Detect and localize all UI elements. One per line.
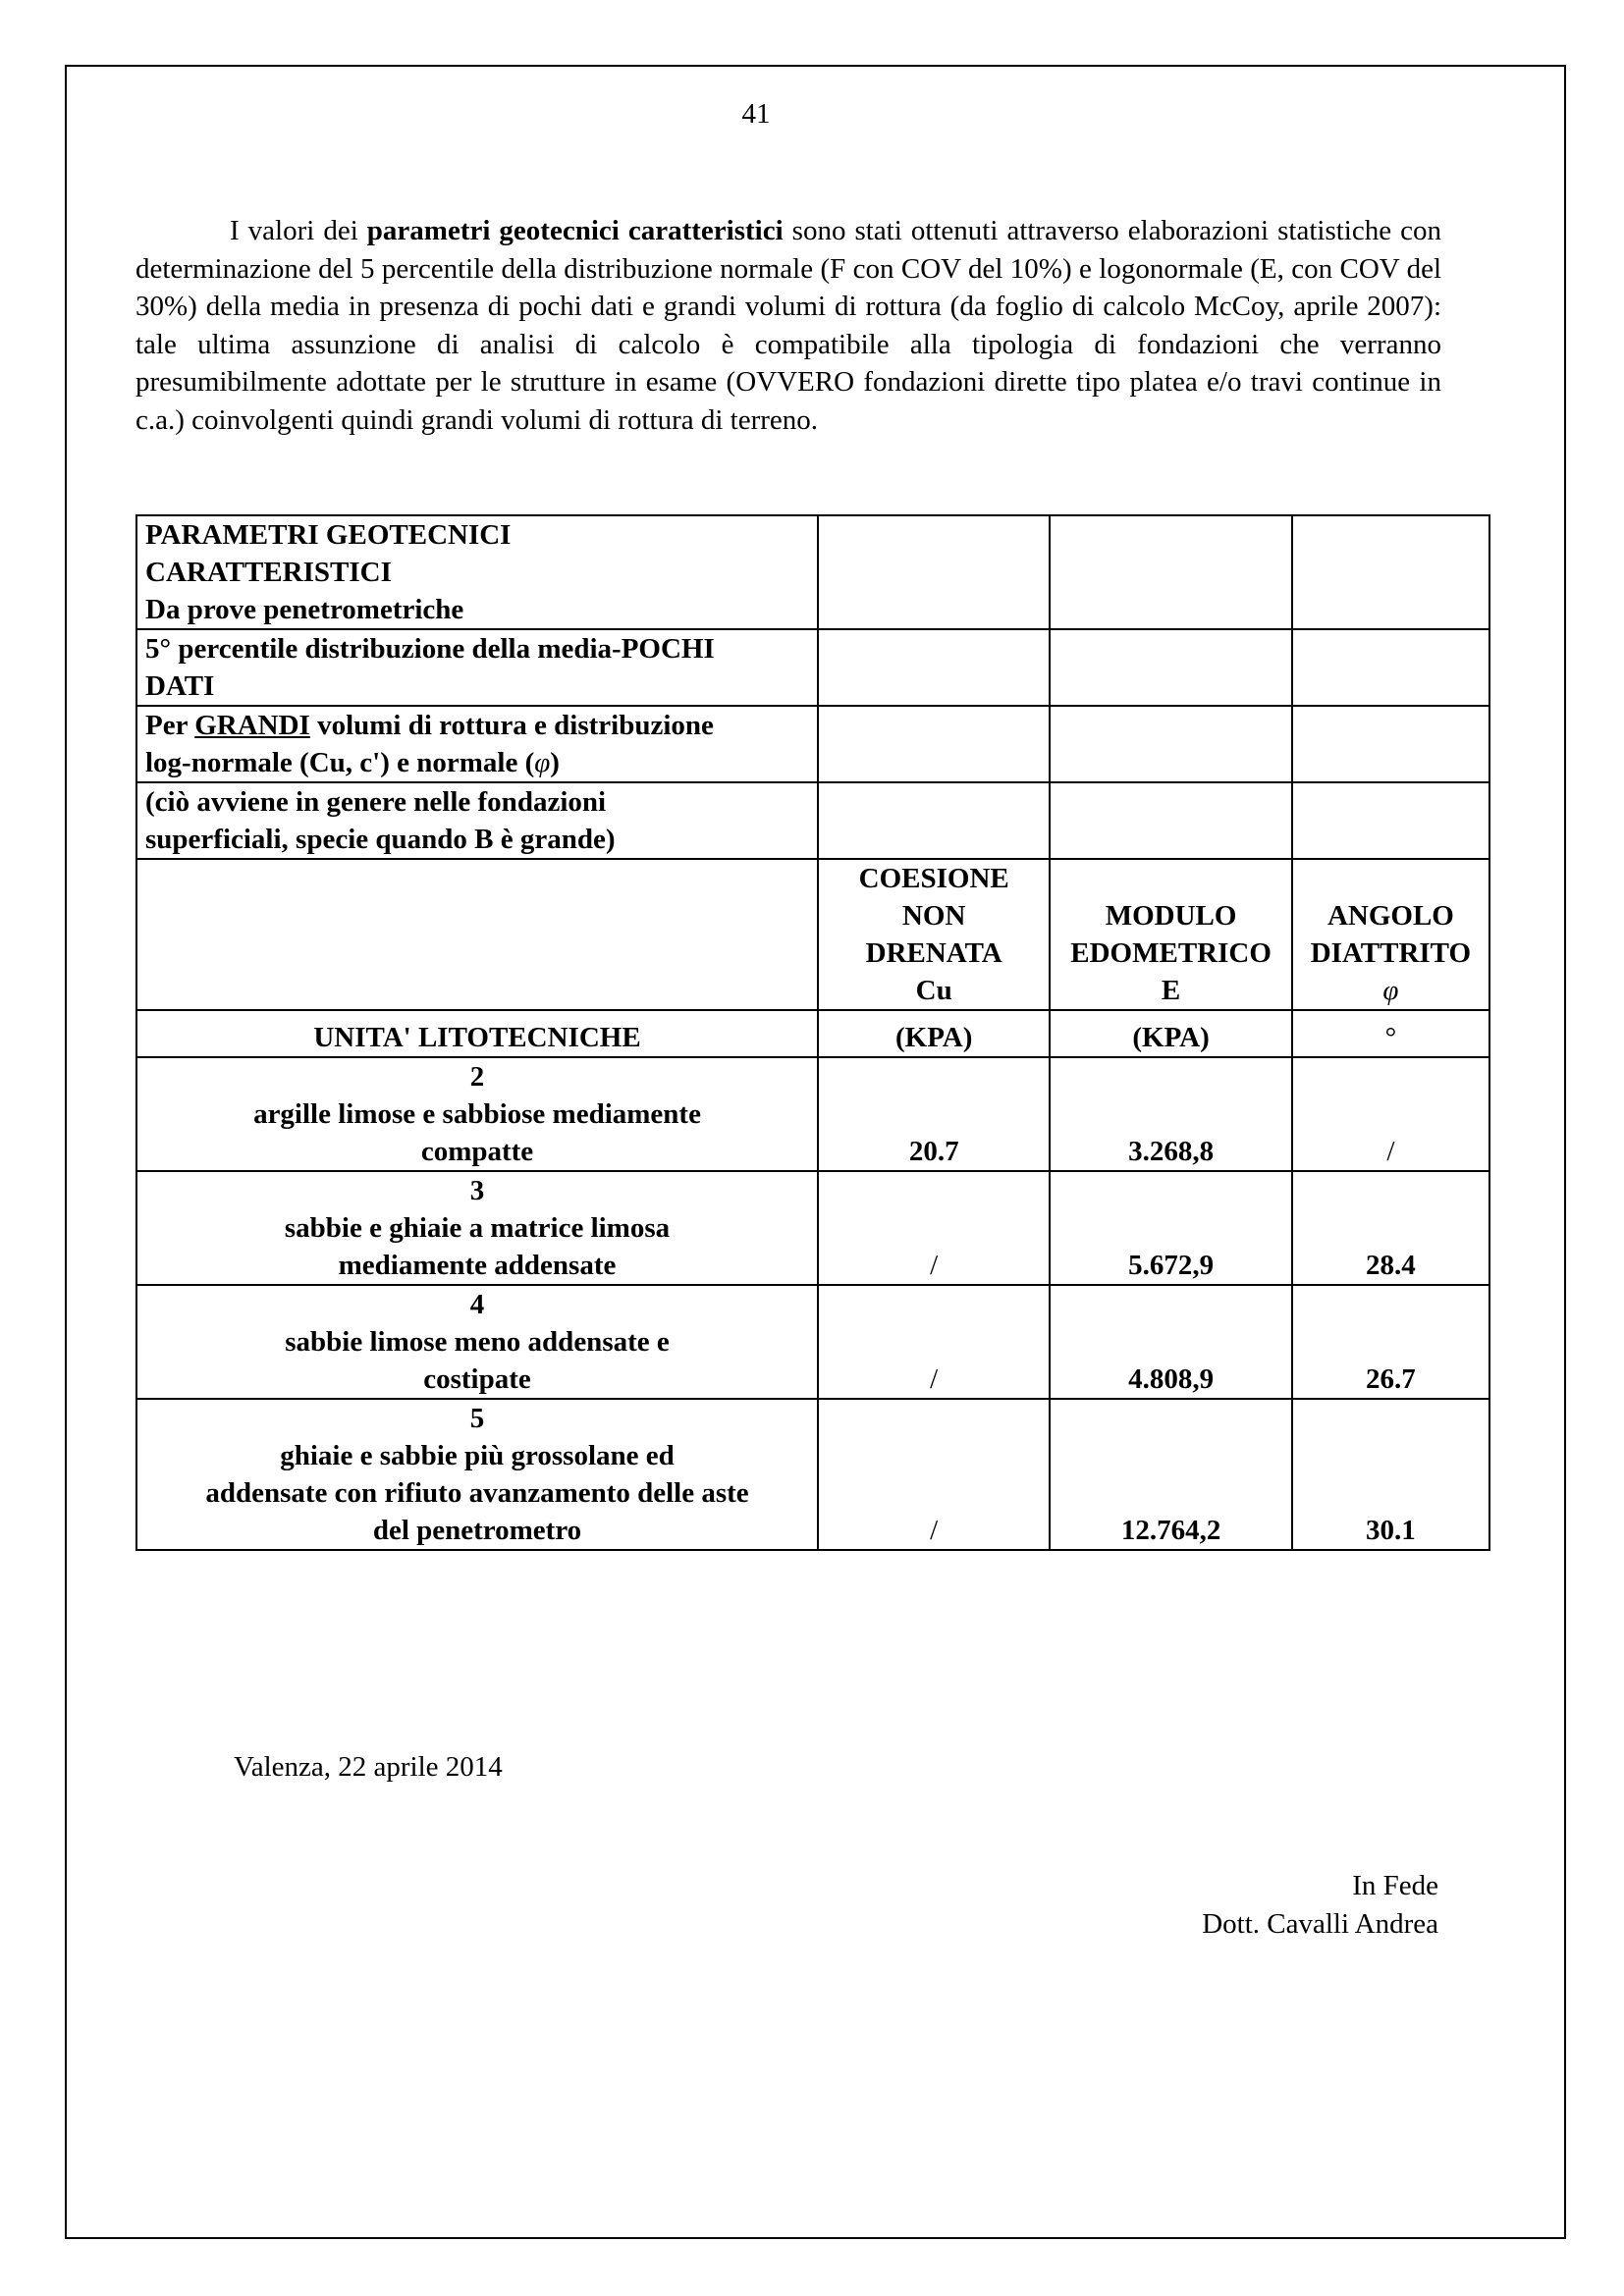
- table-row: [136, 1057, 1489, 1171]
- cu-value: /: [818, 1399, 1050, 1550]
- unit-line: sabbie limose meno addensate e: [285, 1326, 670, 1358]
- e-value: 3.268,8: [1050, 1057, 1291, 1171]
- empty-cell: [1050, 782, 1291, 859]
- unit-description: [136, 1057, 818, 1171]
- col-header-line: DIATTRITO: [1310, 937, 1472, 969]
- units-label: UNITA' LITOTECNICHE: [136, 1010, 818, 1057]
- empty-cell: [1292, 515, 1489, 629]
- place-date: Valenza, 22 aprile 2014: [234, 1751, 503, 1783]
- unit-phi: °: [1292, 1010, 1489, 1057]
- unit-number: 5: [469, 1403, 485, 1434]
- table-title-line: Da prove penetrometriche: [145, 594, 464, 625]
- col-header-line: Cu: [915, 975, 952, 1006]
- table-row: [136, 1399, 1489, 1550]
- intro-text-rest: sono stati ottenuti attraverso elaborazioni statistiche con determinazione del 5 percentile della distribuzione normale (F con COV del 10%) e logonormale (E, con COV del 30%) della media in presenza di pochi dati e grandi volumi di rottura (da foglio di calcolo McCoy, aprile 2007): tale ultima assunzione di analisi di calcolo è compatibile alla tipologia di fondazioni che verranno presumibilmente adottate per le strutture in esame (OVVERO fondazioni dirette tipo platea e/o travi continue in c.a.) coinvolgenti quindi grandi volumi di rottura di terreno.: [135, 215, 1441, 436]
- table-row: [136, 1285, 1489, 1399]
- volumes-cell: [136, 706, 818, 782]
- empty-cell: [818, 782, 1050, 859]
- table-title-line: PARAMETRI GEOTECNICI: [145, 519, 512, 551]
- phi-value: 30.1: [1292, 1399, 1489, 1550]
- volumes-line-2: [145, 744, 809, 781]
- units-row: [136, 1010, 1489, 1057]
- intro-text-start: I valori dei: [230, 215, 367, 246]
- unit-line: addensate con rifiuto avanzamento delle aste: [205, 1477, 749, 1509]
- unit-cu: (KPA): [818, 1010, 1050, 1057]
- e-value: 12.764,2: [1050, 1399, 1291, 1550]
- empty-cell: [1050, 629, 1291, 706]
- signature-block: [1202, 1867, 1438, 1944]
- col-header-line: ANGOLO: [1326, 900, 1454, 932]
- e-value: 5.672,9: [1050, 1171, 1291, 1285]
- table-title-cell: [136, 515, 818, 629]
- phi-value: /: [1292, 1057, 1489, 1171]
- phi-symbol: φ: [534, 747, 551, 778]
- e-value: 4.808,9: [1050, 1285, 1291, 1399]
- cu-value: 20.7: [818, 1057, 1050, 1171]
- empty-cell: [1292, 782, 1489, 859]
- percentile-cell: [136, 629, 818, 706]
- col-header-phi: [1292, 859, 1489, 1010]
- empty-cell: [1292, 706, 1489, 782]
- note-line: superficiali, specie quando B è grande): [145, 824, 616, 855]
- unit-number: 2: [469, 1061, 485, 1093]
- unit-description: [136, 1399, 818, 1550]
- col-header-line: NON: [901, 900, 966, 932]
- col-header-line: MODULO: [1105, 900, 1237, 932]
- unit-number: 4: [469, 1289, 485, 1320]
- volumes-suffix: volumi di rottura e distribuzione: [309, 710, 714, 741]
- unit-line: costipate: [423, 1363, 531, 1395]
- empty-cell: [818, 629, 1050, 706]
- note-cell: [136, 782, 818, 859]
- unit-description: [136, 1285, 818, 1399]
- percentile-line: DATI: [145, 670, 215, 702]
- empty-cell: [818, 706, 1050, 782]
- column-header-row: [136, 859, 1489, 1010]
- note-line: (ciò avviene in genere nelle fondazioni: [145, 786, 607, 818]
- unit-line: argille limose e sabbiose mediamente: [253, 1098, 701, 1130]
- volumes-underlined: GRANDI: [194, 710, 310, 741]
- empty-cell: [1050, 706, 1291, 782]
- unit-line: del penetrometro: [372, 1515, 582, 1546]
- note-row: [136, 782, 1489, 859]
- phi-symbol: φ: [1382, 975, 1399, 1006]
- geotechnical-parameters-table: [135, 514, 1490, 1551]
- page-number: 41: [741, 98, 771, 130]
- cu-value: /: [818, 1285, 1050, 1399]
- empty-cell: [1292, 629, 1489, 706]
- col-header-line: COESIONE: [858, 863, 1009, 894]
- percentile-row: [136, 629, 1489, 706]
- signature-name: Dott. Cavalli Andrea: [1202, 1908, 1438, 1940]
- signature-line: In Fede: [1352, 1870, 1438, 1901]
- intro-bold-term: parametri geotecnici caratteristici: [366, 215, 784, 246]
- unit-description: [136, 1171, 818, 1285]
- unit-e: (KPA): [1050, 1010, 1291, 1057]
- table-title-line: CARATTERISTICI: [145, 557, 392, 588]
- unit-line: sabbie e ghiaie a matrice limosa: [284, 1212, 671, 1244]
- volumes-row: [136, 706, 1489, 782]
- col-header-cu: [818, 859, 1050, 1010]
- empty-cell: [1050, 515, 1291, 629]
- percentile-line: 5° percentile distribuzione della media-POCHI: [145, 633, 715, 665]
- intro-paragraph: [135, 212, 1441, 439]
- unit-number: 3: [469, 1175, 485, 1206]
- cu-value: /: [818, 1171, 1050, 1285]
- volumes-line-1: [145, 707, 809, 744]
- empty-cell: [818, 515, 1050, 629]
- table-row: [136, 1171, 1489, 1285]
- unit-line: compatte: [420, 1136, 534, 1167]
- unit-line: mediamente addensate: [338, 1250, 617, 1281]
- col-header-line: EDOMETRICO: [1070, 937, 1272, 969]
- unit-line: ghiaie e sabbie più grossolane ed: [280, 1440, 675, 1471]
- col-header-e: [1050, 859, 1291, 1010]
- phi-value: 26.7: [1292, 1285, 1489, 1399]
- table-title-row: [136, 515, 1489, 629]
- volumes-prefix: Per: [145, 710, 195, 741]
- volumes-line2-suffix: ): [550, 747, 560, 778]
- col-header-line: E: [1161, 975, 1181, 1006]
- col-header-line: DRENATA: [865, 937, 1002, 969]
- empty-cell: [136, 859, 818, 1010]
- phi-value: 28.4: [1292, 1171, 1489, 1285]
- volumes-line2-prefix: log-normale (Cu, c') e normale (: [145, 747, 535, 778]
